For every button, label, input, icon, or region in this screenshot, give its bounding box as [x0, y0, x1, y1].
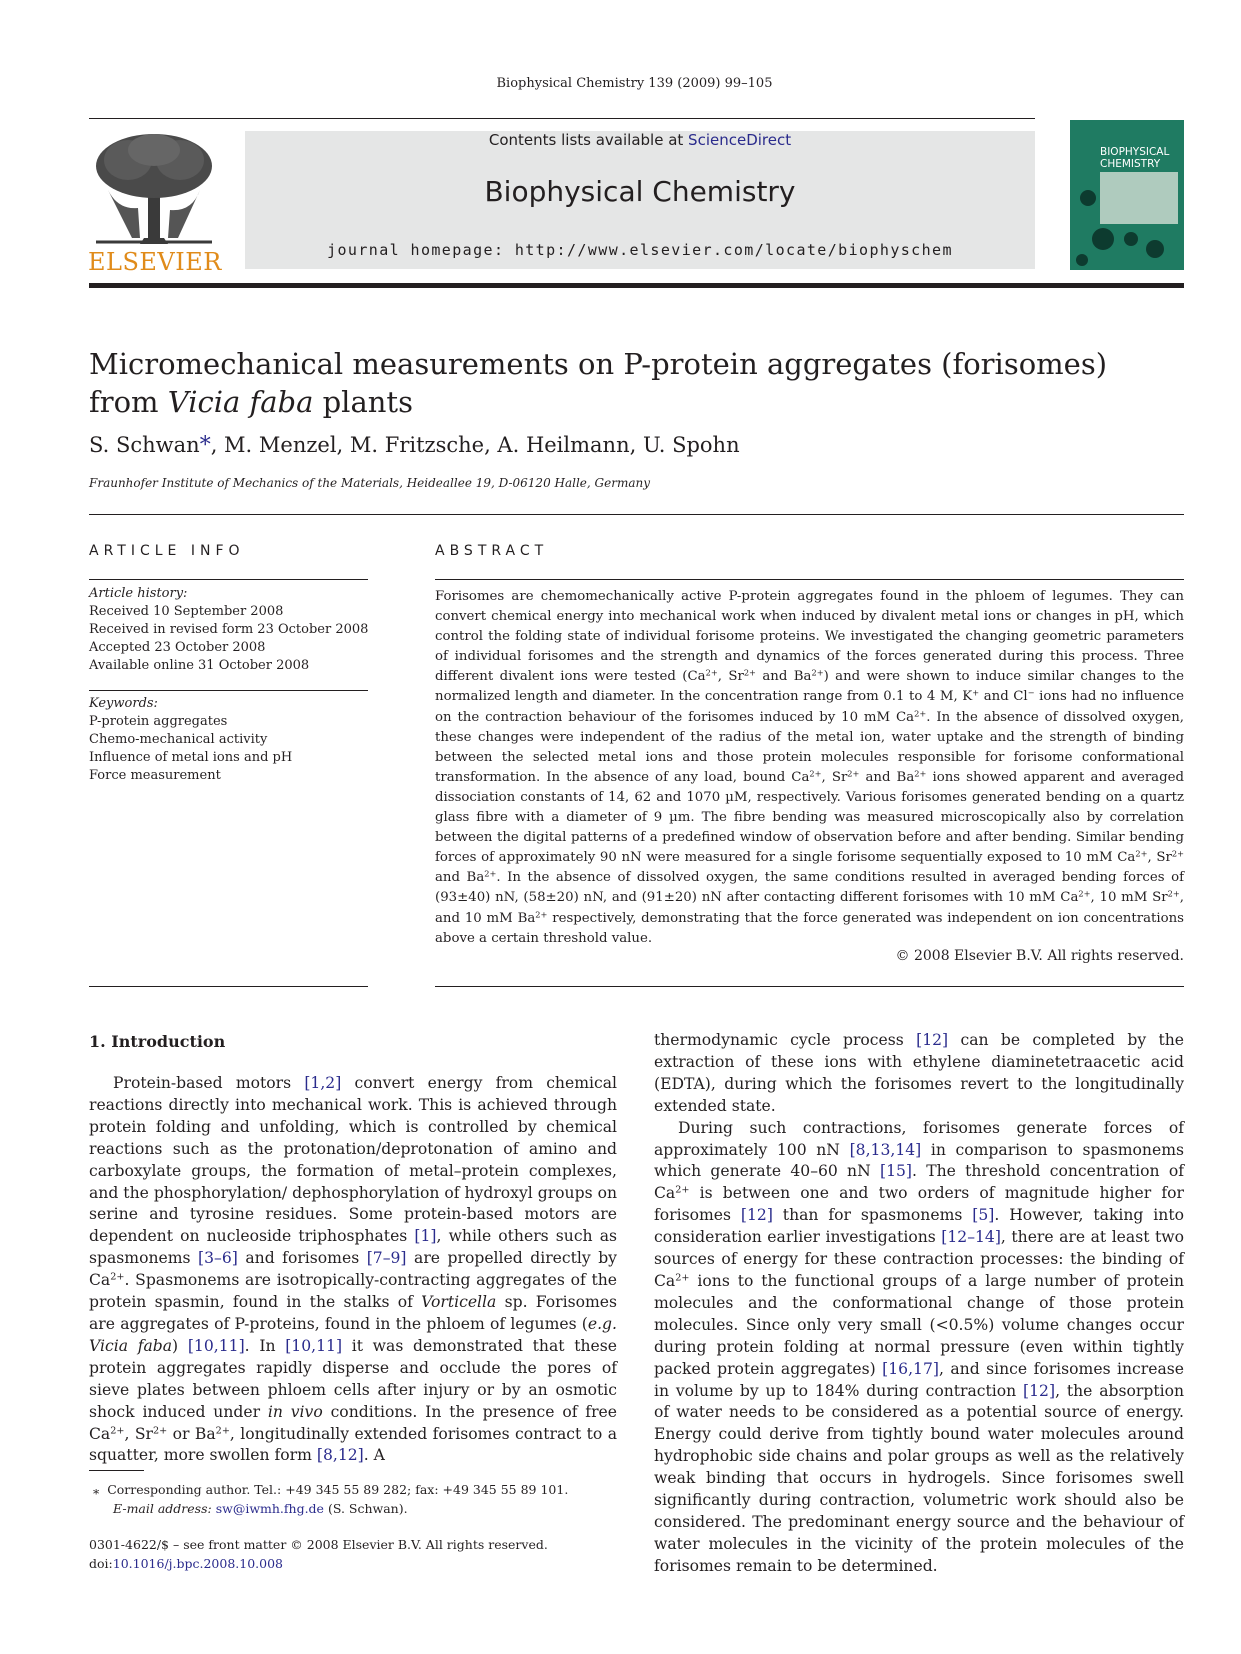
- keywords-label: Keywords:: [89, 696, 158, 711]
- history-item: Accepted 23 October 2008: [89, 640, 266, 655]
- body-paragraph: Protein-based motors [1,2] convert energy from chemical reactions directly into mechanical work. This is achieved through protein folding and unfolding, which is controlled by chemical reactions such as the protonation/deprotonation of amino and carboxylate groups, the formation of metal–protein complexes, and the phosphorylation/ dephosphorylation of hydroxyl groups on serine and tyrosine residues. Some protein-based motors are dependent on nucleoside triphosphates [1], while others such as spasmonems [3–6] and forisomes [7–9] are propelled directly by $Ca^{2+}$. Spasmonems are isotropically-contracting aggregates of the protein spasmin, found in the stalks of Vorticella sp. Forisomes are aggregates of P-proteins, found in the phloem of legumes (e.g. Vicia faba) [10,11]. In [10,11] it was demonstrated that these protein aggregates rapidly disperse and occlude the pores of sieve plates between phloem cells after injury or by an osmotic shock induced under in vivo conditions. In the presence of free $Ca^{2+}$, $Sr^{2+}$ or $Ba^{2+}$, longitudinally extended forisomes contract to a squatter, more swollen form [8,12]. A: [89, 1074, 618, 1465]
- citation-link[interactable]: [12]: [1023, 1381, 1056, 1400]
- issn-line: 0301-4622/$ – see front matter © 2008 Elsevier B.V. All rights reserved.: [89, 1537, 548, 1552]
- tree-icon: [88, 130, 220, 246]
- email-line: [89, 1499, 568, 1518]
- doi-line: [89, 1554, 548, 1573]
- title-rule: [89, 514, 1184, 515]
- body-column-right: [654, 1030, 1184, 1578]
- keyword: Force measurement: [89, 768, 221, 783]
- footnote: [89, 1480, 568, 1518]
- doi-link[interactable]: 10.1016/j.bpc.2008.10.008: [112, 1556, 284, 1571]
- cover-dot: [1146, 240, 1164, 258]
- keyword: Chemo-mechanical activity: [89, 732, 268, 747]
- info-bottom-rule: [89, 986, 368, 987]
- citation-link[interactable]: [16,17]: [882, 1359, 939, 1378]
- abstract-heading: ABSTRACT: [435, 543, 549, 559]
- cover-dot: [1124, 232, 1138, 246]
- history-label: Article history:: [89, 586, 188, 601]
- journal-name: Biophysical Chemistry: [484, 175, 796, 208]
- author-list: [89, 433, 740, 458]
- authors-rest: , M. Menzel, M. Fritzsche, A. Heilmann, U. Spohn: [210, 433, 740, 457]
- citation-link[interactable]: [3–6]: [198, 1249, 238, 1268]
- corresponding-author-marker[interactable]: *: [199, 433, 211, 458]
- email-label: E-mail address:: [113, 1501, 212, 1516]
- abstract-copyright: © 2008 Elsevier B.V. All rights reserved.: [895, 948, 1184, 964]
- running-head: Biophysical Chemistry 139 (2009) 99–105: [496, 76, 773, 91]
- citation-link[interactable]: [8,13,14]: [849, 1140, 922, 1159]
- email-link[interactable]: sw@iwmh.fhg.de: [215, 1501, 324, 1516]
- citation-link[interactable]: [1,2]: [304, 1074, 342, 1092]
- abstract-rule: [435, 579, 1184, 580]
- cover-title-line2: CHEMISTRY: [1100, 158, 1161, 170]
- citation-link[interactable]: [15]: [879, 1162, 912, 1181]
- author-first: S. Schwan: [89, 433, 200, 457]
- cover-title: [1100, 146, 1169, 170]
- citation-link[interactable]: [8,12]: [316, 1446, 364, 1465]
- citation-link[interactable]: [12]: [916, 1031, 949, 1049]
- keyword: P-protein aggregates: [89, 714, 228, 729]
- article-history: [89, 585, 368, 675]
- sciencedirect-link[interactable]: ScienceDirect: [688, 131, 792, 149]
- contents-line: [245, 131, 1035, 149]
- body-paragraph: During such contractions, forisomes generate forces of approximately 100 nN [8,13,14] in comparison to spasmonems which generate 40–60 nN [15]. The threshold concentration of $Ca^{2+}$ is between one and two orders of magnitude higher for forisomes [12] than for spasmonems [5]. However, taking into consideration earlier investigations [12–14], there are at least two sources of energy for these contraction processes: the binding of $Ca^{2+}$ ions to the functional groups of a large number of protein molecules and the conformational change of those protein molecules. Since only very small (<0.5%) volume changes occur during protein folding at normal pressure (even within tightly packed protein aggregates) [16,17], and since forisomes increase in volume by up to 184% during contraction [12], the absorption of water needs to be considered as a potential source of energy. Energy could derive from tightly bound water molecules around hydrophobic side chains and polar groups as well as the relatively weak binding that occurs in hydrogels. Since forisomes swell significantly during contraction, volumetric work should also be considered. The predominant energy source and the behaviour of water molecules in the vicinity of the protein molecules of the forisomes remain to be determined.: [654, 1118, 1185, 1575]
- front-matter: [89, 1535, 548, 1573]
- body-paragraph: thermodynamic cycle process [12] can be completed by the extraction of these ions with ethylene diaminetetraacetic acid (EDTA), during which the forisomes revert to the longitudinally extended state.: [654, 1031, 1184, 1115]
- abstract-text: Forisomes are chemomechanically active P-protein aggregates found in the phloem of legumes. They can convert chemical energy into mechanical work when induced by divalent metal ions or changes in pH, which control the folding state of individual forisome proteins. We investigated the changing geometric parameters of individual forisomes and the strength and dynamics of the forces generated during this process. Three different divalent ions were tested ($Ca^{2+}$, $Sr^{2+}$ and $Ba^{2+}$) and were shown to induce similar changes to the normalized length and diameter. In the concentration range from 0.1 to 4 M, K+ and Cl− ions had no influence on the contraction behaviour of the forisomes induced by 10 mM $Ca^{2+}$. In the absence of dissolved oxygen, these changes were independent of the radius of the metal ion, water uptake and the strength of binding between the selected metal ions and those protein molecules responsible for forisome conformational transformation. In the absence of any load, bound $Ca^{2+}$, $Sr^{2+}$ and $Ba^{2+}$ ions showed apparent and averaged dissociation constants of 14, 62 and 1070 µM, respectively. Various forisomes generated bending on a quartz glass fibre with a diameter of 9 µm. The fibre bending was measured microscopically also by correlation between the digital patterns of a predefined window of observation before and after bending. Similar bending forces of approximately 90 nN were measured for a single forisome sequentially exposed to 10 mM $Ca^{2+}$, $Sr^{2+}$ and $Ba^{2+}$. In the absence of dissolved oxygen, the same conditions resulted in averaged bending forces of (93±40) nN, (58±20) nN, and (91±20) nN after contacting different forisomes with 10 mM $Ca^{2+}$, 10 mM $Sr^{2+}$, and 10 mM $Ba^{2+}$ respectively, demonstrating that the force generated was independent on ion concentrations above a certain threshold value.: [435, 589, 1185, 946]
- citation-link[interactable]: [1]: [414, 1227, 437, 1246]
- cover-dot: [1080, 190, 1096, 206]
- info-rule: [89, 690, 368, 691]
- cover-dot: [1076, 254, 1088, 266]
- corresponding-author-note: [89, 1480, 568, 1499]
- cover-title-line1: BIOPHYSICAL: [1100, 146, 1170, 158]
- email-owner: (S. Schwan).: [327, 1501, 408, 1516]
- paper-title: [89, 345, 1109, 421]
- footnote-rule: [89, 1470, 144, 1471]
- contents-prefix: Contents lists available at: [488, 131, 689, 149]
- elsevier-wordmark: ELSEVIER: [88, 248, 222, 276]
- keywords: [89, 695, 292, 785]
- history-item: Received 10 September 2008: [89, 604, 284, 619]
- citation-link[interactable]: [12–14]: [941, 1228, 1001, 1247]
- info-rule: [89, 579, 368, 580]
- citation-link[interactable]: [12]: [740, 1206, 773, 1225]
- journal-cover: [1070, 120, 1184, 270]
- title-species: Vicia faba: [167, 385, 314, 419]
- elsevier-logo: [88, 130, 222, 276]
- body-column-left: [89, 1073, 617, 1467]
- history-item: Received in revised form 23 October 2008: [89, 622, 369, 637]
- citation-link[interactable]: [5]: [972, 1206, 995, 1225]
- doi-label: doi:: [89, 1556, 113, 1571]
- title-part: plants: [313, 385, 413, 419]
- cover-band: [1100, 172, 1178, 224]
- title-line-2: [89, 383, 1109, 421]
- history-item: Available online 31 October 2008: [89, 658, 310, 673]
- affiliation: Fraunhofer Institute of Mechanics of the Materials, Heideallee 19, D-06120 Halle, Germany: [89, 476, 651, 490]
- journal-banner: [245, 131, 1035, 269]
- journal-homepage[interactable]: journal homepage: http://www.elsevier.com/locate/biophyschem: [327, 241, 953, 259]
- top-rule: [89, 118, 1035, 119]
- citation-link[interactable]: [7–9]: [366, 1249, 407, 1268]
- corresponding-author-text: Corresponding author. Tel.: +49 345 55 89 282; fax: +49 345 55 89 101.: [107, 1482, 569, 1497]
- title-part: from: [89, 385, 168, 419]
- citation-link[interactable]: [10,11]: [187, 1336, 245, 1355]
- abstract-bottom-rule: [435, 986, 1184, 987]
- section-heading-introduction: 1. Introduction: [89, 1032, 226, 1051]
- title-line-1: Micromechanical measurements on P-protein aggregates (forisomes): [89, 347, 1108, 381]
- header-thick-rule: [89, 283, 1184, 288]
- cover-dot: [1092, 228, 1114, 250]
- keyword: Influence of metal ions and pH: [89, 750, 293, 765]
- citation-link[interactable]: [10,11]: [285, 1336, 343, 1355]
- article-info-heading: ARTICLE INFO: [89, 543, 245, 559]
- footnote-marker: ⁎: [92, 1482, 100, 1497]
